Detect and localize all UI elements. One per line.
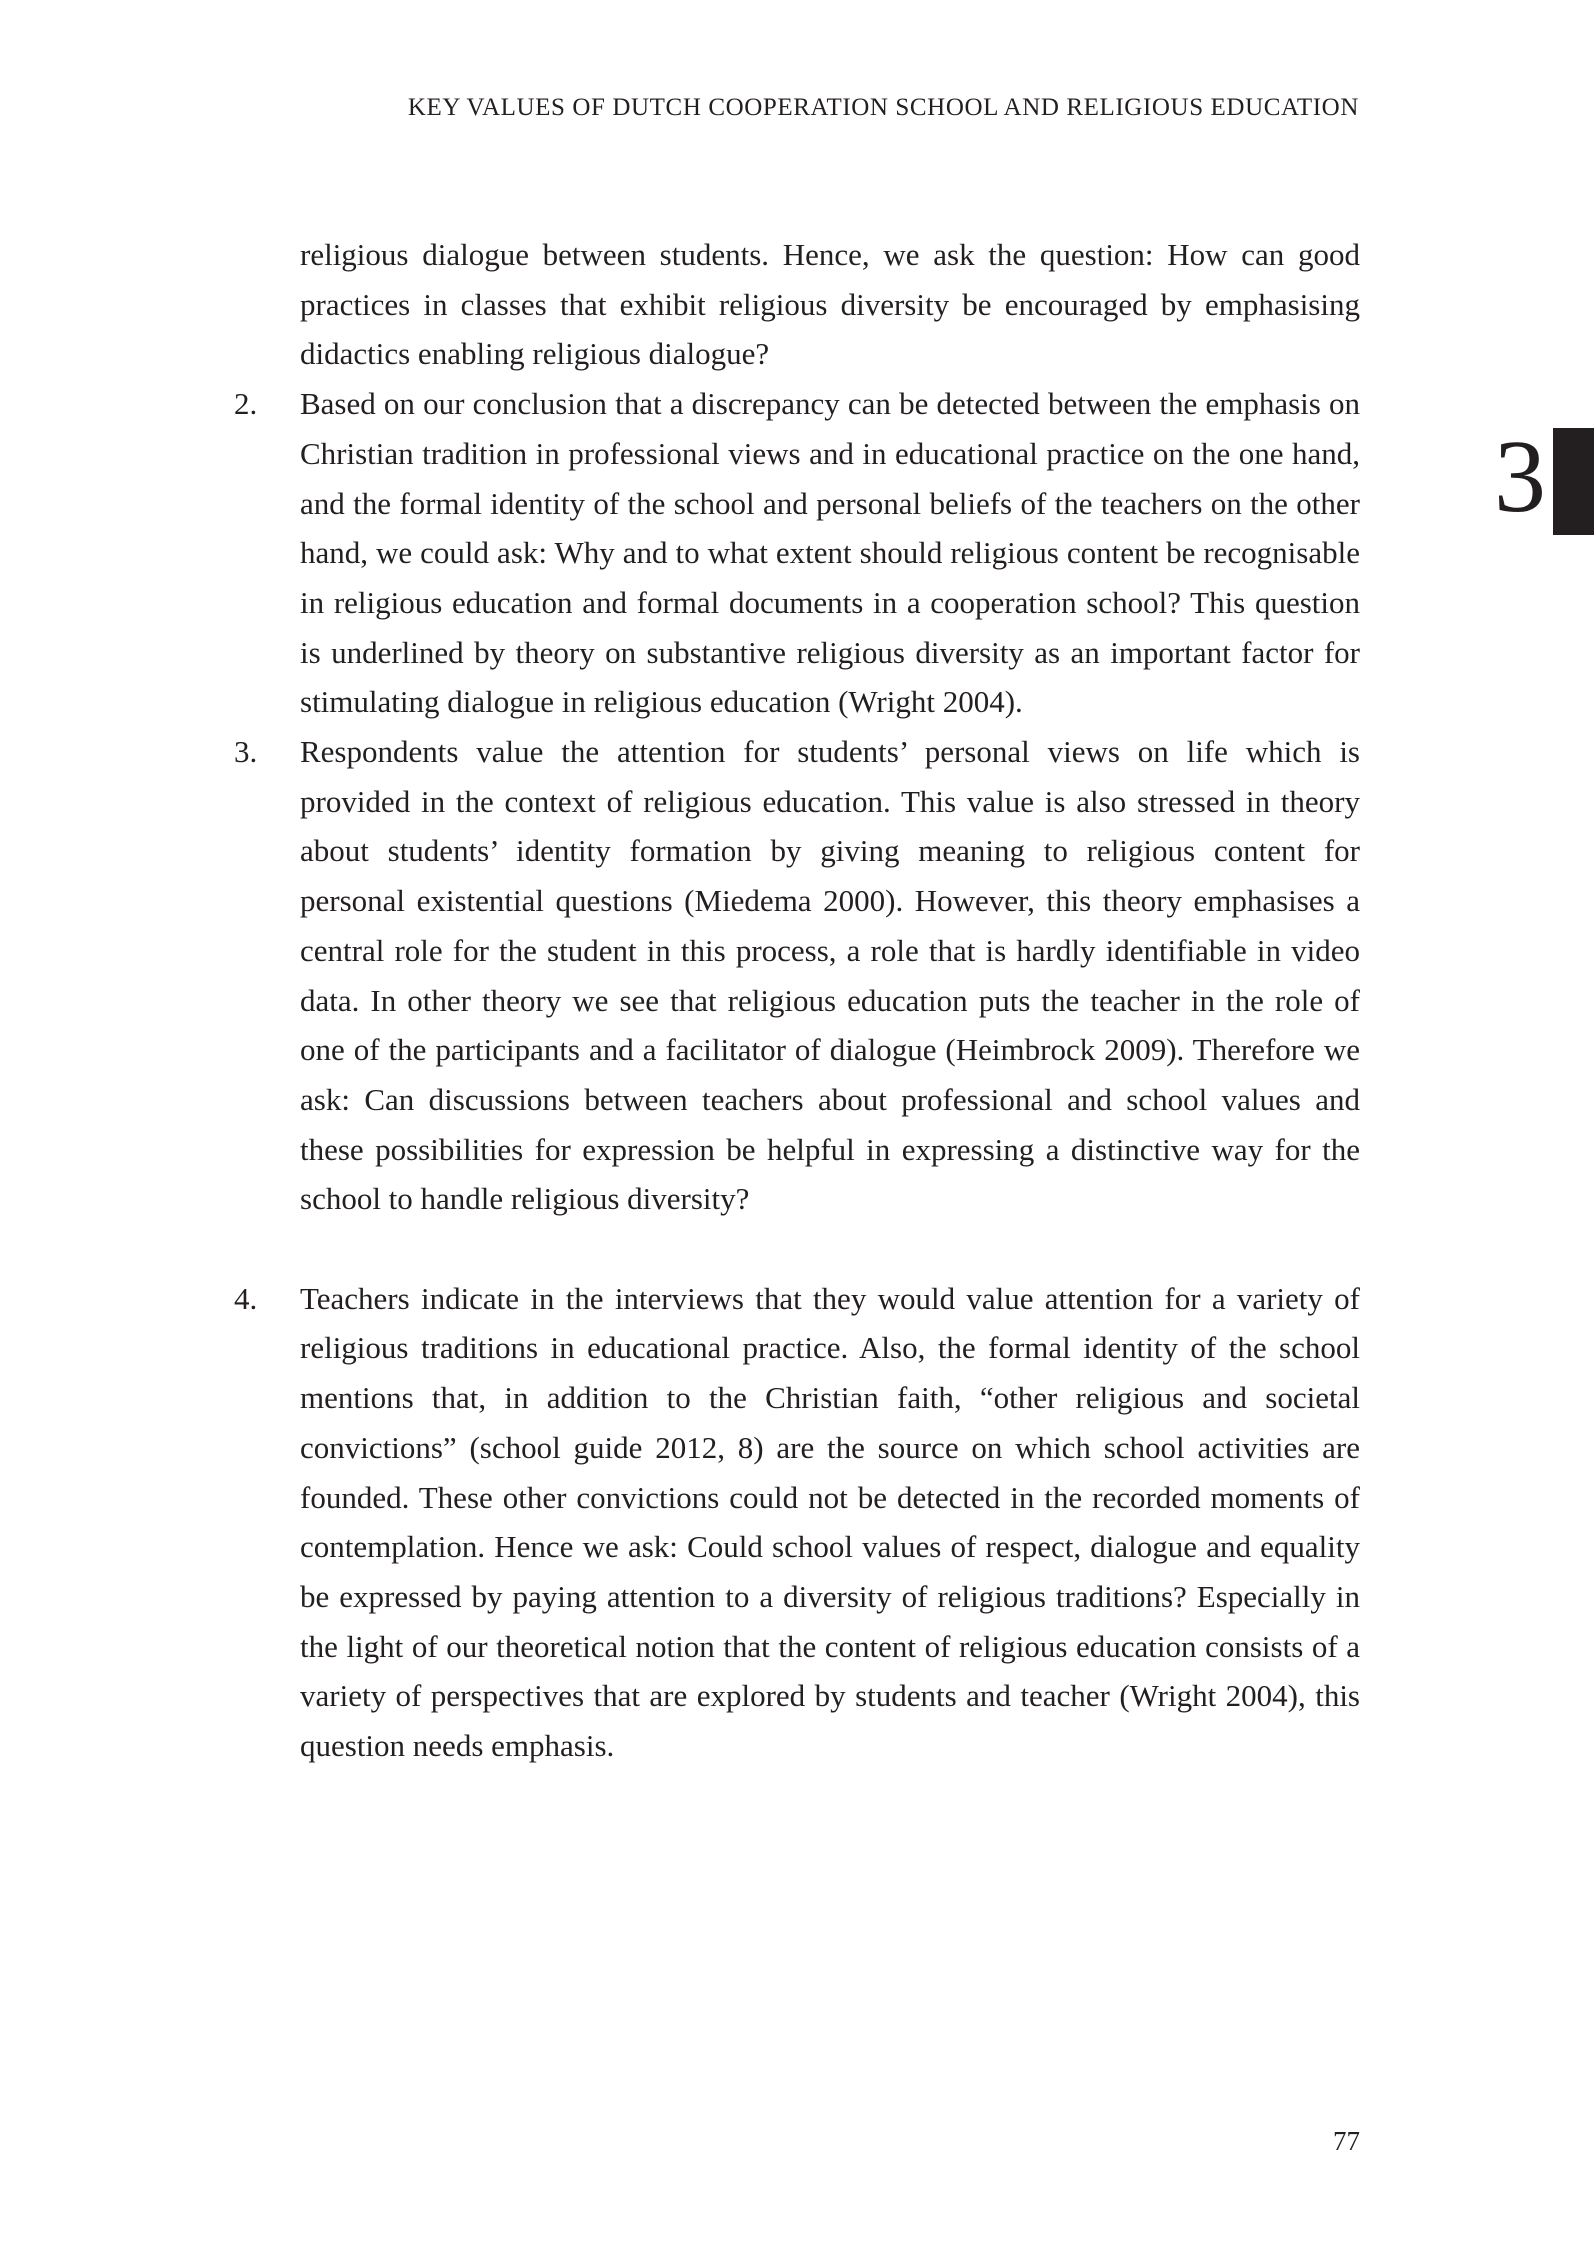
body-text [234,230,1360,1771]
list-item-text: Respondents value the attention for students’ personal views on life which is provided in the context of religious education. This value is also stressed in theory about students’ identity formation by giving meaning to religious content for personal existential questions (Miedema 2000). However, this theory emphasises a central role for the student in this process, a role that is hardly identifiable in video data. In other theory we see that religious education puts the teacher in the role of one of the participants and a facilitator of dialogue (Heimbrock 2009). Therefore we ask: Can discussions between teachers about professional and school values and these possibilities for expression be helpful in expressing a distinctive way for the school to handle religious diversity? [300,734,1360,1217]
running-header: KEY VALUES OF DUTCH COOPERATION SCHOOL AND RELIGIOUS EDUCATION [407,94,1359,121]
list-item-number: 4. [234,1280,258,1316]
list-item-3 [234,727,1360,1224]
chapter-number: 3 [1494,419,1546,534]
list-item-text: Teachers indicate in the interviews that they would value attention for a variety of religious traditions in educational practice. Also, the formal identity of the school mentions that, in addition to the Christian faith, “other religious and societal convictions” (school guide 2012, 8) are the source on which school activities are founded. These other convictions could not be detected in the recorded moments of contemplation. Hence we ask: Could school values of respect, dialogue and equality be expressed by paying attention to a diversity of religious traditions? Especially in the light of our theoretical notion that the content of religious education consists of a variety of perspectives that are explored by students and teacher (Wright 2004), this question needs emphasis. [300,1280,1360,1764]
page-number: 77 [1333,2126,1360,2156]
chapter-tab-marker [1553,428,1594,535]
list-item-4 [234,1274,1360,1771]
list-item-text: Based on our conclusion that a discrepancy can be detected between the emphasis on Christian tradition in professional views and in educational practice on the one hand, and the formal identity of the school and personal beliefs of the teachers on the other hand, we could ask: Why and to what extent should religious content be recognisable in religious education and formal documents in a cooperation school? This question is underlined by theory on substantive religious diversity as an important factor for stimulating dialogue in religious education (Wright 2004). [300,386,1360,720]
list-item-2 [234,379,1360,727]
list-item-number: 2. [234,386,258,422]
intro-paragraph: religious dialogue between students. Hence, we ask the question: How can good practices in classes that exhibit religious diversity be encouraged by emphasising didactics enabling religious dialogue? [300,237,1360,372]
list-item-number: 3. [234,734,258,770]
